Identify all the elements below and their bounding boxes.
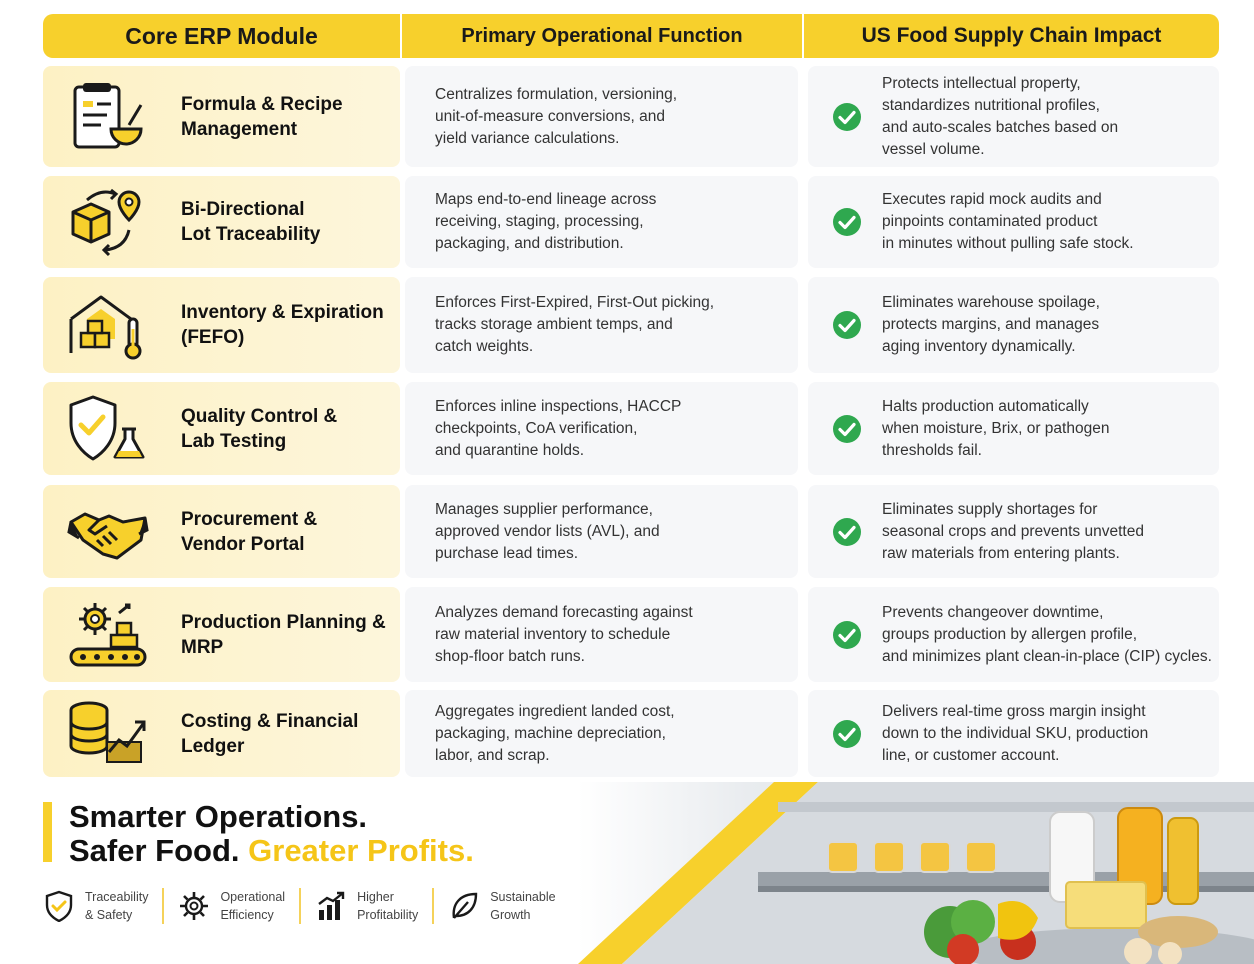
function-text: Maps end-to-end lineage across receiving, staging, processing, packaging, and distribution. — [435, 191, 657, 252]
check-circle-icon — [832, 414, 862, 444]
table-header — [43, 14, 1219, 58]
module-name: Costing & Financial Ledger — [181, 710, 359, 757]
module-cell — [43, 66, 400, 167]
table-row — [43, 485, 1219, 578]
check-circle-icon — [832, 102, 862, 132]
function-cell — [405, 485, 798, 578]
module-name: Production Planning & MRP — [181, 611, 386, 658]
function-text: Manages supplier performance, approved vendor lists (AVL), and purchase lead times. — [435, 500, 660, 562]
tagline-accent-bar — [43, 802, 52, 862]
function-cell — [405, 176, 798, 268]
impact-cell — [808, 587, 1219, 682]
function-text: Analyzes demand forecasting against raw material inventory to schedule shop-floor batch runs. — [435, 603, 693, 665]
feature-label: Higher Profitability — [357, 890, 419, 922]
impact-text: Halts production automatically when moisture, Brix, or pathogen thresholds fail. — [882, 397, 1110, 459]
check-circle-icon — [832, 719, 862, 749]
tagline-line2-accent: Greater Profits. — [248, 833, 474, 868]
box-location-arrows-icon — [67, 186, 149, 258]
header-primary-function: Primary Operational Function — [400, 14, 802, 58]
tagline-line2-black: Safer Food. — [69, 833, 240, 868]
table-row — [43, 382, 1219, 475]
header-core-erp-module: Core ERP Module — [125, 22, 318, 49]
bar-chart-arrow-icon — [315, 890, 347, 922]
module-name: Bi-Directional Lot Traceability — [181, 199, 321, 245]
leaf-icon — [448, 890, 480, 922]
module-name: Quality Control & Lab Testing — [181, 405, 338, 452]
gear-icon — [178, 890, 210, 922]
impact-text: Executes rapid mock audits and pinpoints contaminated product in minutes without pulling safe stock. — [882, 191, 1134, 252]
impact-text: Prevents changeover downtime, groups production by allergen profile, and minimizes plant clean-in-place (CIP) cycles. — [882, 603, 1212, 665]
module-cell — [43, 277, 400, 373]
food-production-line-image — [578, 782, 1254, 964]
feature-label: Traceability & Safety — [85, 890, 149, 922]
module-cell — [43, 485, 400, 578]
impact-cell — [808, 382, 1219, 475]
shield-check-icon — [43, 890, 75, 922]
impact-cell — [808, 690, 1219, 777]
feature-label: Operational Efficiency — [220, 890, 286, 922]
check-circle-icon — [832, 517, 862, 547]
module-cell — [43, 382, 400, 475]
impact-text: Delivers real-time gross margin insight down to the individual SKU, production line, or customer account. — [882, 702, 1149, 764]
header-supply-chain-impact: US Food Supply Chain Impact — [802, 14, 1219, 58]
table-row — [43, 587, 1219, 682]
module-name: Inventory & Expiration (FEFO) — [181, 302, 384, 348]
function-cell — [405, 382, 798, 475]
feature-item — [162, 888, 299, 924]
tagline-line1: Smarter Operations. — [69, 799, 368, 834]
handshake-icon — [67, 496, 149, 568]
impact-cell — [808, 485, 1219, 578]
check-circle-icon — [832, 207, 862, 237]
feature-item — [43, 888, 162, 924]
function-cell — [405, 690, 798, 777]
function-text: Aggregates ingredient landed cost, packaging, machine depreciation, labor, and scrap. — [435, 702, 675, 764]
module-cell — [43, 176, 400, 268]
tagline — [43, 800, 474, 868]
tagline-line2 — [69, 834, 474, 868]
feature-label: Sustainable Growth — [490, 890, 556, 922]
impact-cell — [808, 66, 1219, 167]
module-cell — [43, 690, 400, 777]
gear-conveyor-icon — [67, 599, 149, 671]
feature-list — [43, 882, 570, 930]
shield-flask-icon — [67, 393, 149, 465]
warehouse-thermometer-icon — [67, 289, 149, 361]
module-cell — [43, 587, 400, 682]
function-text: Enforces First-Expired, First-Out picking, tracks storage ambient temps, and catch weights. — [435, 294, 715, 355]
function-cell — [405, 66, 798, 167]
impact-cell — [808, 277, 1219, 373]
table-row — [43, 66, 1219, 167]
feature-item — [432, 888, 569, 924]
recipe-clipboard-icon — [67, 81, 149, 153]
table-row — [43, 277, 1219, 373]
table-row — [43, 690, 1219, 777]
impact-text: Protects intellectual property, standardizes nutritional profiles, and auto-scales batches based on vessel volume. — [882, 74, 1119, 158]
module-name: Procurement & Vendor Portal — [181, 508, 318, 555]
function-cell — [405, 587, 798, 682]
feature-item — [299, 888, 432, 924]
coins-chart-icon — [67, 698, 149, 770]
impact-cell — [808, 176, 1219, 268]
table-row — [43, 176, 1219, 268]
check-circle-icon — [832, 620, 862, 650]
function-text: Enforces inline inspections, HACCP checkpoints, CoA verification, and quarantine holds. — [435, 397, 682, 459]
impact-text: Eliminates warehouse spoilage, protects margins, and manages aging inventory dynamically. — [882, 294, 1100, 355]
function-cell — [405, 277, 798, 373]
function-text: Centralizes formulation, versioning, unit-of-measure conversions, and yield variance calculations. — [435, 85, 678, 147]
check-circle-icon — [832, 310, 862, 340]
module-name: Formula & Recipe Management — [181, 93, 343, 140]
impact-text: Eliminates supply shortages for seasonal crops and prevents unvetted raw materials from entering plants. — [882, 500, 1144, 562]
